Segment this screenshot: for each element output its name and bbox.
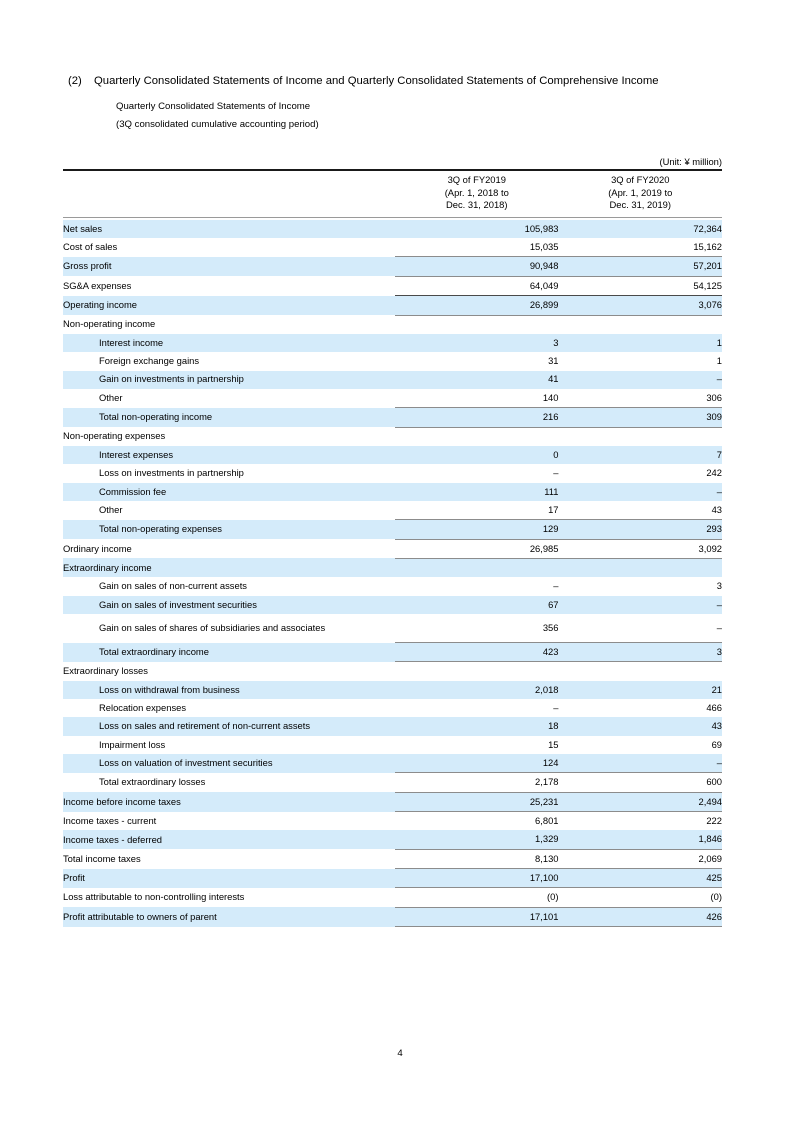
row-value-fy2020 — [559, 792, 723, 811]
row-value-text: 356 — [542, 621, 559, 633]
row-value-fy2019 — [395, 389, 559, 408]
row-value-fy2020 — [559, 520, 723, 539]
row-value-fy2019 — [395, 699, 559, 717]
row-label: Commission fee — [99, 485, 167, 497]
row-value-text: 0 — [553, 448, 559, 460]
table-row — [63, 869, 722, 888]
income-statement-table — [63, 169, 722, 927]
row-value-fy2020 — [559, 614, 723, 643]
table-row — [63, 520, 722, 539]
row-label: Extraordinary losses — [63, 665, 148, 677]
row-value-fy2019 — [395, 812, 559, 831]
row-label-cell — [63, 577, 395, 595]
row-label: Gain on sales of shares of subsidiaries and associates — [99, 622, 326, 633]
row-value-text: 90,948 — [529, 260, 559, 272]
row-value-text: 309 — [706, 411, 722, 423]
row-value-text: 25,231 — [529, 795, 559, 807]
row-label: Interest expenses — [99, 448, 174, 460]
row-label-cell — [63, 296, 395, 315]
row-value-fy2020 — [559, 643, 723, 662]
row-value-fy2020 — [559, 830, 723, 849]
row-value-fy2019 — [395, 352, 559, 370]
row-value-text: 2,069 — [698, 852, 722, 864]
row-value-text: 26,899 — [529, 299, 559, 311]
row-value-text: – — [553, 701, 559, 713]
row-value-fy2020 — [559, 869, 723, 888]
row-label: Foreign exchange gains — [99, 355, 200, 367]
statement-period-note: (3Q consolidated cumulative accounting period) — [116, 118, 319, 130]
row-value-fy2020 — [559, 315, 723, 334]
row-value-text: (0) — [547, 891, 559, 903]
row-value-fy2019 — [395, 662, 559, 681]
row-value-text: 67 — [548, 598, 559, 610]
row-value-fy2019 — [395, 539, 559, 558]
row-value-fy2019 — [395, 238, 559, 257]
row-value-text: 43 — [711, 503, 722, 515]
section-title: Quarterly Consolidated Statements of Income and Quarterly Consolidated Statements of Comprehensive Income — [94, 75, 659, 87]
row-label: Operating income — [63, 299, 137, 311]
row-label-cell — [63, 539, 395, 558]
table-row — [63, 907, 722, 926]
row-value-text: 1 — [716, 355, 722, 367]
table-row — [63, 334, 722, 352]
column-header-fy2020-line2: (Apr. 1, 2019 to — [608, 186, 673, 198]
row-label: Gain on sales of non-current assets — [99, 580, 247, 592]
row-label-cell — [63, 869, 395, 888]
row-label-cell — [63, 596, 395, 614]
table-row — [63, 238, 722, 257]
row-label: Interest income — [99, 336, 164, 348]
row-label-cell — [63, 907, 395, 926]
row-value-text: 466 — [706, 701, 722, 713]
row-value-fy2020 — [559, 276, 723, 295]
table-row — [63, 296, 722, 315]
row-value-fy2019 — [395, 736, 559, 754]
row-value-text: 57,201 — [693, 260, 722, 272]
row-value-fy2020 — [559, 681, 723, 699]
row-label: Profit attributable to owners of parent — [63, 910, 217, 922]
row-label: Other — [99, 504, 123, 516]
row-value-text: – — [553, 467, 559, 479]
row-label-cell — [63, 792, 395, 811]
row-value-text: 2,494 — [698, 795, 722, 807]
row-value-text: 124 — [542, 756, 559, 768]
row-value-fy2019 — [395, 464, 559, 482]
table-row — [63, 830, 722, 849]
row-value-fy2019 — [395, 717, 559, 735]
table-row — [63, 577, 722, 595]
row-label-cell — [63, 334, 395, 352]
row-value-text: 15 — [548, 738, 559, 750]
row-value-text: 7 — [716, 448, 722, 460]
column-header-fy2019-line1: 3Q of FY2019 — [447, 174, 506, 185]
row-label: SG&A expenses — [63, 279, 132, 291]
row-value-text: 140 — [542, 391, 559, 403]
row-value-text: 423 — [542, 645, 559, 657]
row-value-fy2020 — [559, 371, 723, 389]
row-value-fy2020 — [559, 296, 723, 315]
row-value-fy2019 — [395, 315, 559, 334]
column-header-fy2020 — [559, 171, 723, 218]
row-value-fy2019 — [395, 257, 559, 276]
table-row — [63, 501, 722, 520]
row-label: Income taxes - deferred — [63, 833, 163, 845]
row-value-text: 3,076 — [698, 299, 722, 311]
table-row — [63, 736, 722, 754]
row-label: Gain on sales of investment securities — [99, 598, 257, 610]
row-value-fy2019 — [395, 792, 559, 811]
row-value-text: 425 — [706, 872, 722, 884]
table-row — [63, 849, 722, 868]
column-header-fy2020-line1: 3Q of FY2020 — [611, 174, 670, 185]
row-label-cell — [63, 220, 395, 238]
row-value-fy2020 — [559, 238, 723, 257]
row-label-cell — [63, 754, 395, 773]
table-body — [63, 220, 722, 927]
row-label-cell — [63, 681, 395, 699]
row-value-fy2020 — [559, 812, 723, 831]
row-label-cell — [63, 238, 395, 257]
row-value-text: 111 — [544, 485, 559, 497]
row-value-text: 2,178 — [535, 776, 559, 788]
row-value-text: 15,035 — [529, 241, 559, 253]
row-value-fy2019 — [395, 446, 559, 464]
row-value-fy2019 — [395, 830, 559, 849]
row-label: Loss on investments in partnership — [99, 467, 244, 479]
row-value-text: 426 — [706, 910, 722, 922]
page-number: 4 — [397, 1048, 403, 1059]
row-value-text: – — [716, 373, 722, 385]
row-value-fy2019 — [395, 643, 559, 662]
row-value-fy2020 — [559, 849, 723, 868]
row-label-cell — [63, 736, 395, 754]
row-value-fy2020 — [559, 539, 723, 558]
row-value-fy2019 — [395, 371, 559, 389]
row-label: Income before income taxes — [63, 795, 181, 807]
row-value-fy2019 — [395, 888, 559, 907]
row-value-fy2019 — [395, 681, 559, 699]
row-label-cell — [63, 699, 395, 717]
row-label: Relocation expenses — [99, 701, 187, 713]
row-value-text: 41 — [548, 373, 559, 385]
column-header-label — [63, 171, 395, 218]
row-label-cell — [63, 483, 395, 501]
row-label: Loss on withdrawal from business — [99, 683, 240, 695]
row-label-cell — [63, 389, 395, 408]
row-value-text: 129 — [542, 523, 559, 535]
table-row — [63, 483, 722, 501]
table-row — [63, 408, 722, 427]
row-value-fy2019 — [395, 754, 559, 773]
table-row — [63, 614, 722, 643]
row-value-fy2019 — [395, 276, 559, 295]
row-value-fy2020 — [559, 577, 723, 595]
row-value-text: 26,985 — [529, 542, 559, 554]
row-value-text: 3 — [716, 580, 722, 592]
table-row — [63, 220, 722, 238]
row-label-cell — [63, 446, 395, 464]
row-label-cell — [63, 315, 395, 334]
row-value-text: 222 — [706, 815, 722, 827]
row-label: Income taxes - current — [63, 814, 157, 826]
row-label: Non-operating income — [63, 318, 156, 330]
row-value-fy2020 — [559, 408, 723, 427]
row-label: Extraordinary income — [63, 561, 152, 573]
row-label: Loss attributable to non-controlling interests — [63, 891, 245, 903]
row-label: Total extraordinary income — [99, 645, 209, 657]
row-value-text: 242 — [706, 467, 722, 479]
row-value-text: 600 — [706, 776, 722, 788]
row-value-text: 6,801 — [535, 815, 559, 827]
row-label-cell — [63, 773, 395, 792]
row-label-cell — [63, 520, 395, 539]
row-value-text: 64,049 — [529, 279, 559, 291]
row-value-text: 69 — [711, 738, 722, 750]
section-number: (2) — [68, 75, 82, 87]
column-header-fy2019-line2: (Apr. 1, 2018 to — [444, 186, 509, 198]
row-value-text: 1,846 — [698, 833, 722, 845]
row-value-fy2020 — [559, 558, 723, 577]
row-label: Non-operating expenses — [63, 430, 166, 442]
table-row — [63, 315, 722, 334]
table-row — [63, 276, 722, 295]
table-row — [63, 464, 722, 482]
row-label-cell — [63, 352, 395, 370]
column-header-fy2020-line3: Dec. 31, 2019) — [609, 199, 671, 211]
row-value-text: 17 — [548, 503, 559, 515]
unit-note: (Unit: ¥ million) — [659, 156, 722, 167]
column-header-row — [63, 171, 722, 218]
row-value-text: 54,125 — [693, 279, 722, 291]
table-row — [63, 427, 722, 446]
table-row — [63, 662, 722, 681]
row-value-text: 293 — [706, 523, 722, 535]
row-value-text: 15,162 — [693, 241, 722, 253]
table-row — [63, 717, 722, 735]
row-value-text: 21 — [711, 683, 722, 695]
row-label: Impairment loss — [99, 738, 166, 750]
row-value-text: 1,329 — [535, 833, 559, 845]
row-label-cell — [63, 614, 395, 643]
table-row — [63, 257, 722, 276]
row-label: Loss on valuation of investment securities — [99, 757, 273, 769]
row-label: Total non-operating income — [99, 411, 213, 423]
row-label-cell — [63, 371, 395, 389]
row-value-text: 306 — [706, 391, 722, 403]
row-value-text: 17,101 — [529, 910, 559, 922]
row-value-fy2020 — [559, 662, 723, 681]
table-row — [63, 773, 722, 792]
row-value-text: 17,100 — [529, 872, 559, 884]
row-value-fy2020 — [559, 501, 723, 520]
row-label: Gross profit — [63, 260, 112, 272]
row-value-text: 18 — [548, 720, 559, 732]
row-value-text: – — [553, 580, 559, 592]
row-value-fy2020 — [559, 334, 723, 352]
row-label: Total extraordinary losses — [99, 776, 206, 788]
row-value-fy2020 — [559, 446, 723, 464]
column-header-fy2019 — [395, 171, 559, 218]
row-label-cell — [63, 558, 395, 577]
table-row — [63, 888, 722, 907]
row-value-text: – — [716, 621, 722, 633]
row-value-text: (0) — [710, 891, 722, 903]
row-value-fy2019 — [395, 577, 559, 595]
row-value-fy2019 — [395, 869, 559, 888]
statement-subtitle: Quarterly Consolidated Statements of Income — [116, 101, 311, 112]
row-label-cell — [63, 717, 395, 735]
row-label-cell — [63, 464, 395, 482]
row-label: Gain on investments in partnership — [99, 373, 244, 385]
row-label: Other — [99, 392, 123, 404]
row-value-text: 43 — [711, 720, 722, 732]
row-value-fy2020 — [559, 220, 723, 238]
row-label-cell — [63, 812, 395, 831]
row-value-fy2020 — [559, 699, 723, 717]
row-value-fy2019 — [395, 773, 559, 792]
table-row — [63, 446, 722, 464]
row-value-fy2019 — [395, 427, 559, 446]
row-label-cell — [63, 427, 395, 446]
row-value-fy2020 — [559, 754, 723, 773]
row-label-cell — [63, 643, 395, 662]
table-row — [63, 596, 722, 614]
table-row — [63, 643, 722, 662]
row-label: Total non-operating expenses — [99, 523, 222, 535]
row-value-fy2020 — [559, 907, 723, 926]
row-value-fy2019 — [395, 614, 559, 643]
row-value-text: 3,092 — [698, 542, 722, 554]
section-heading — [68, 72, 688, 133]
row-value-fy2020 — [559, 427, 723, 446]
row-label-cell — [63, 501, 395, 520]
row-label-cell — [63, 888, 395, 907]
row-label: Cost of sales — [63, 241, 118, 253]
row-value-text: – — [716, 756, 722, 768]
row-value-fy2020 — [559, 773, 723, 792]
row-label-cell — [63, 408, 395, 427]
row-value-fy2019 — [395, 849, 559, 868]
table-row — [63, 389, 722, 408]
income-statement-table-wrap — [63, 169, 722, 927]
row-value-fy2020 — [559, 483, 723, 501]
table-row — [63, 681, 722, 699]
row-label: Profit — [63, 872, 85, 884]
row-value-text: 72,364 — [693, 222, 722, 234]
table-row — [63, 812, 722, 831]
row-value-text: 3 — [716, 645, 722, 657]
row-value-fy2020 — [559, 352, 723, 370]
row-value-fy2019 — [395, 408, 559, 427]
row-value-fy2019 — [395, 483, 559, 501]
table-row — [63, 539, 722, 558]
row-value-fy2020 — [559, 257, 723, 276]
row-value-fy2019 — [395, 520, 559, 539]
row-value-text: 8,130 — [535, 852, 559, 864]
row-value-text: 31 — [548, 355, 559, 367]
table-row — [63, 754, 722, 773]
row-value-fy2020 — [559, 717, 723, 735]
row-value-text: 216 — [542, 411, 559, 423]
row-label-cell — [63, 849, 395, 868]
row-value-fy2019 — [395, 907, 559, 926]
row-label-cell — [63, 830, 395, 849]
row-value-fy2019 — [395, 501, 559, 520]
row-value-fy2020 — [559, 736, 723, 754]
row-value-fy2019 — [395, 558, 559, 577]
row-label: Net sales — [63, 222, 103, 234]
row-label-cell — [63, 662, 395, 681]
table-row — [63, 371, 722, 389]
table-row — [63, 558, 722, 577]
row-value-text: 1 — [716, 336, 722, 348]
row-value-text: 105,983 — [524, 222, 559, 234]
row-label: Loss on sales and retirement of non-current assets — [99, 720, 311, 732]
row-value-text: – — [716, 598, 722, 610]
row-value-fy2020 — [559, 464, 723, 482]
row-label: Total income taxes — [63, 852, 141, 864]
table-row — [63, 792, 722, 811]
table-header — [63, 170, 722, 220]
row-value-text: 2,018 — [535, 683, 559, 695]
row-value-fy2020 — [559, 596, 723, 614]
row-value-fy2020 — [559, 888, 723, 907]
row-value-fy2019 — [395, 596, 559, 614]
row-value-fy2020 — [559, 389, 723, 408]
row-label-cell — [63, 276, 395, 295]
row-value-fy2019 — [395, 334, 559, 352]
row-value-fy2019 — [395, 296, 559, 315]
column-header-fy2019-line3: Dec. 31, 2018) — [446, 199, 508, 211]
row-value-text: – — [716, 485, 722, 497]
row-value-text: 3 — [553, 336, 559, 348]
section-title-row — [68, 72, 688, 91]
row-value-fy2019 — [395, 220, 559, 238]
table-row — [63, 352, 722, 370]
row-label: Ordinary income — [63, 542, 132, 554]
row-label-cell — [63, 257, 395, 276]
table-row — [63, 699, 722, 717]
